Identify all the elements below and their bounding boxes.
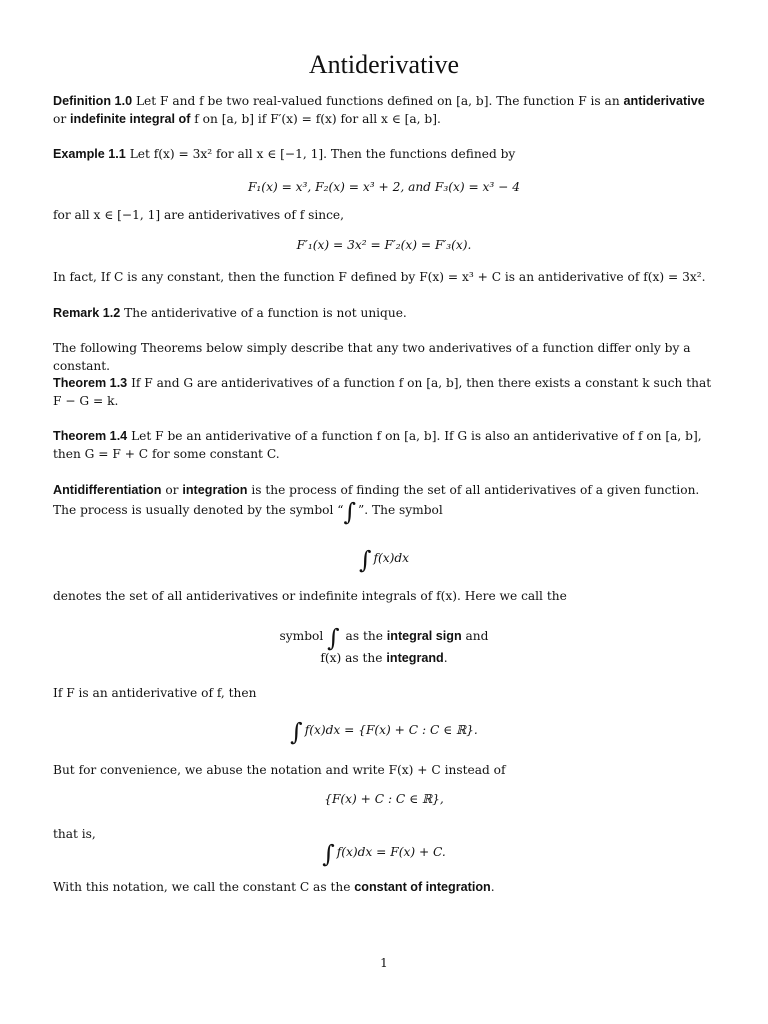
example-paragraph [53, 145, 717, 163]
integrand-line-pre: f(x) as the [320, 651, 383, 665]
notation-paragraph [53, 878, 717, 896]
antidiff-text-3: ”. The symbol [358, 503, 443, 517]
theorem-1-3-paragraph [53, 374, 717, 410]
integral-sign-icon: ∫ [290, 718, 303, 746]
theorem-1-3-label: Theorem 1.3 [53, 376, 128, 390]
definition-text-1: Let F and f be two real-valued functions defined on [a, b]. The function F is an [135, 94, 620, 108]
integral-display-1-text: f(x)dx [373, 551, 410, 565]
antidiff-text-1: or [165, 483, 179, 497]
that-is-text: that is, [53, 827, 96, 841]
following-paragraph: The following Theorems below simply describe that any two anderivatives of a function differ only by a constant. [53, 341, 691, 373]
integral-display-1 [0, 546, 768, 574]
antidiff-bold-2: integration [182, 483, 248, 497]
example-text: Let f(x) = 3x² for all x ∈ [−1, 1]. Then the functions defined by [129, 147, 516, 161]
symbol-line-pre: symbol [279, 629, 324, 643]
theorem-1-4-paragraph [53, 427, 717, 463]
if-f-paragraph: If F is an antiderivative of f, then [53, 686, 257, 700]
antidiff-text-2: is the process of finding the set of all antiderivatives of a given function. The process is usually denoted by the symbol “ [53, 483, 700, 517]
page-title: Antiderivative [308, 50, 460, 79]
integral-sign-icon: ∫ [322, 840, 335, 868]
remark-text: The antiderivative of a function is not unique. [124, 306, 407, 320]
definition-text-3: f on [a, b] if F′(x) = f(x) for all x ∈ [a, b]. [194, 112, 441, 126]
antidiff-paragraph [53, 480, 717, 526]
integral-display-set [0, 718, 768, 746]
example-display-2: F′₁(x) = 3x² = F′₂(x) = F′₃(x). [296, 238, 472, 252]
set-display: {F(x) + C : C ∈ ℝ}, [324, 792, 444, 806]
convenience-paragraph: But for convenience, we abuse the notation and write F(x) + C instead of [53, 763, 506, 777]
definition-label: Definition 1.0 [53, 94, 133, 108]
antidiff-bold-1: Antidifferentiation [53, 483, 162, 497]
symbol-line [0, 624, 768, 652]
antidiff-text-4: denotes the set of all antiderivatives or indefinite integrals of f(x). Here we call the [53, 589, 567, 603]
remark-label: Remark 1.2 [53, 306, 121, 320]
example-text-2: for all x ∈ [−1, 1] are antiderivatives of f since, [53, 208, 345, 222]
example-display-1: F₁(x) = x³, F₂(x) = x³ + 2, and F₃(x) = x³ − 4 [247, 180, 521, 194]
example-text-3: In fact, If C is any constant, then the function F defined by F(x) = x³ + C is an antiderivative of f(x) = 3x². [53, 270, 706, 284]
page-number: 1 [380, 956, 388, 970]
theorem-1-4-label: Theorem 1.4 [53, 429, 128, 443]
integral-display-set-text: f(x)dx = {F(x) + C : C ∈ ℝ}. [304, 723, 478, 737]
example-label: Example 1.1 [53, 147, 126, 161]
integral-sign-icon: ∫ [358, 546, 372, 574]
remark-paragraph [53, 304, 717, 322]
notation-bold: constant of integration [354, 880, 491, 894]
symbol-line-post: and [465, 629, 489, 643]
notation-post: . [490, 880, 495, 894]
definition-text-2: or [53, 112, 67, 126]
symbol-line-bold: integral sign [386, 629, 462, 643]
integrand-line-post: . [443, 651, 448, 665]
integrand-line-bold: integrand [386, 651, 444, 665]
theorem-1-4-text: Let F be an antiderivative of a function f on [a, b]. If G is also an antiderivative of f on [a, b], then G = F + C for some constant C. [53, 429, 702, 461]
theorem-1-3-text: If F and G are antiderivatives of a function f on [a, b], then there exists a constant k such that F − G = k. [53, 376, 712, 408]
integral-symbol-icon: ∫ [343, 498, 356, 526]
definition-bold-1: antiderivative [623, 94, 705, 108]
notation-text: With this notation, we call the constant C as the [53, 880, 351, 894]
integral-display-final [0, 840, 768, 868]
definition-bold-2: indefinite integral of [70, 112, 191, 126]
integral-display-final-text: f(x)dx = F(x) + C. [336, 845, 446, 859]
definition-paragraph [53, 92, 717, 128]
integrand-line [0, 651, 768, 665]
symbol-line-mid: as the [345, 629, 383, 643]
integral-sign-icon: ∫ [327, 624, 340, 652]
